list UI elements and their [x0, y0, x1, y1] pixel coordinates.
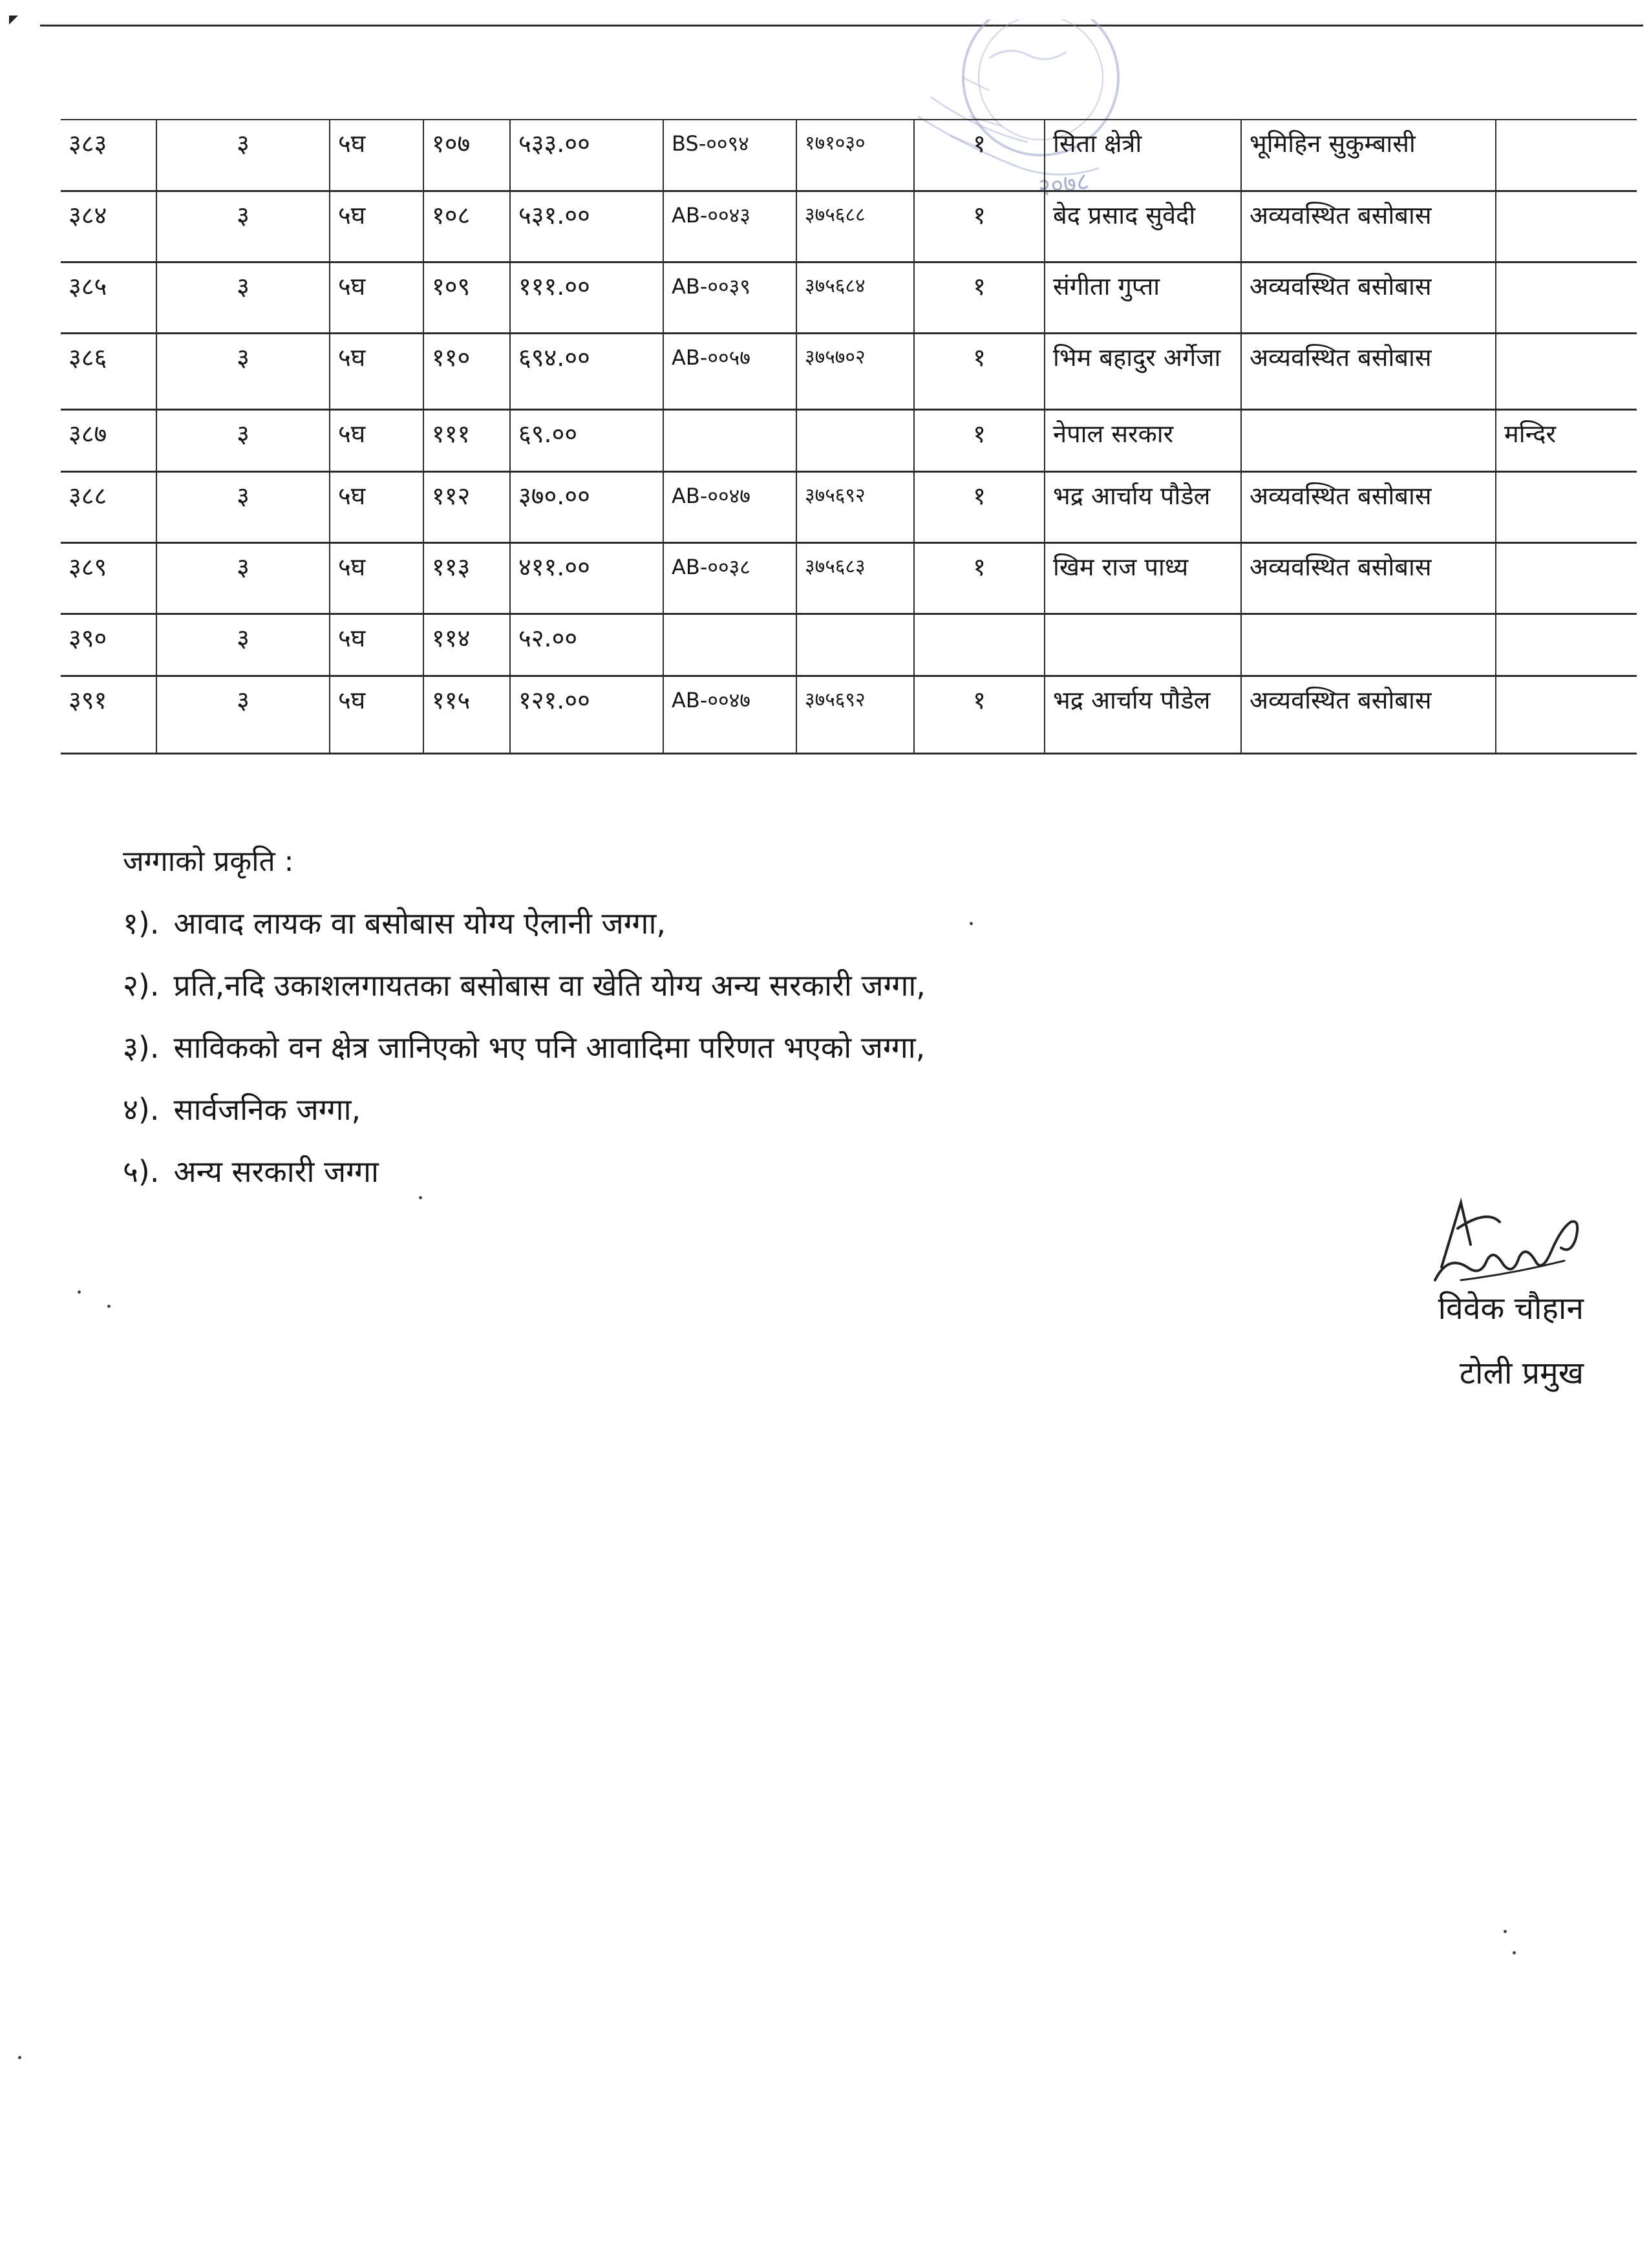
list-item — [123, 892, 926, 954]
cell-record-id: AB-००४७ — [663, 471, 796, 542]
cell-record-id: AB-००४३ — [663, 191, 796, 262]
land-records-table — [61, 119, 1637, 754]
scan-speck — [18, 2056, 21, 2059]
cell-remarks — [1496, 333, 1637, 409]
land-nature-list — [123, 892, 926, 1203]
cell-area: ५२.०० — [510, 614, 663, 676]
cell-serial-number: ३८४ — [61, 191, 156, 262]
land-nature-title: जग्गाको प्रकृति : — [123, 845, 294, 878]
cell-remarks — [1496, 471, 1637, 542]
cell-citizen-code: ३७५६८४ — [796, 262, 914, 333]
cell-map-sheet: ५घ — [330, 262, 423, 333]
cell-serial-number: ३८५ — [61, 262, 156, 333]
scan-speck — [1504, 1930, 1507, 1933]
cell-remarks: मन्दिर — [1496, 409, 1637, 471]
cell-map-sheet: ५घ — [330, 191, 423, 262]
item-number: ५). — [123, 1154, 160, 1189]
cell-category: अव्यवस्थित बसोबास — [1241, 471, 1496, 542]
cell-category: अव्यवस्थित बसोबास — [1241, 542, 1496, 614]
cell-record-id: AB-००३८ — [663, 542, 796, 614]
cell-remarks — [1496, 676, 1637, 753]
cell-serial-number: ३९१ — [61, 676, 156, 753]
cell-citizen-code: ३७५६८८ — [796, 191, 914, 262]
scan-speck — [78, 1290, 81, 1294]
cell-map-sheet: ५घ — [330, 542, 423, 614]
cell-category — [1241, 614, 1496, 676]
item-number: ३). — [123, 1030, 160, 1065]
cell-parcel-number: ११३ — [423, 542, 510, 614]
scan-speck — [1513, 1951, 1516, 1954]
cell-category: अव्यवस्थित बसोबास — [1241, 262, 1496, 333]
table-row — [61, 676, 1637, 753]
list-item — [123, 1016, 926, 1078]
cell-area: १२१.०० — [510, 676, 663, 753]
cell-occupant-name: नेपाल सरकार — [1045, 409, 1241, 471]
cell-serial-number: ३८९ — [61, 542, 156, 614]
cell-map-sheet: ५घ — [330, 333, 423, 409]
top-rule — [40, 25, 1643, 27]
cell-record-id: AB-००४७ — [663, 676, 796, 753]
cell-record-id — [663, 409, 796, 471]
cell-ward: ३ — [156, 542, 330, 614]
signer-name: विवेक चौहान — [1438, 1290, 1584, 1327]
cell-parcel-number: ११० — [423, 333, 510, 409]
cell-land-nature: १ — [914, 262, 1045, 333]
cell-ward: ३ — [156, 676, 330, 753]
item-text: आवाद लायक वा बसोबास योग्य ऐलानी जग्गा, — [173, 906, 666, 941]
cell-citizen-code — [796, 409, 914, 471]
cell-category: अव्यवस्थित बसोबास — [1241, 676, 1496, 753]
cell-serial-number: ३८६ — [61, 333, 156, 409]
list-item — [123, 1140, 926, 1203]
cell-land-nature: १ — [914, 191, 1045, 262]
cell-category: अव्यवस्थित बसोबास — [1241, 333, 1496, 409]
cell-parcel-number: ११४ — [423, 614, 510, 676]
signer-title: टोली प्रमुख — [1459, 1355, 1584, 1391]
item-number: ४). — [123, 1092, 160, 1127]
table-row — [61, 262, 1637, 333]
item-text: सार्वजनिक जग्गा, — [173, 1092, 361, 1127]
cell-map-sheet: ५घ — [330, 471, 423, 542]
cell-parcel-number: ११५ — [423, 676, 510, 753]
cell-citizen-code — [796, 614, 914, 676]
cell-parcel-number: ११२ — [423, 471, 510, 542]
cell-area: ४११.०० — [510, 542, 663, 614]
cell-occupant-name — [1045, 614, 1241, 676]
scan-speck — [970, 922, 973, 925]
cell-area: ५३३.०० — [510, 120, 663, 191]
item-text: प्रति,नदि उकाशलगायतका बसोबास वा खेति योग्य अन्य सरकारी जग्गा, — [173, 968, 926, 1003]
table-row — [61, 333, 1637, 409]
cell-serial-number: ३९० — [61, 614, 156, 676]
table-row — [61, 471, 1637, 542]
item-text: साविकको वन क्षेत्र जानिएको भए पनि आवादिमा परिणत भएको जग्गा, — [173, 1030, 926, 1065]
cell-area: ३७०.०० — [510, 471, 663, 542]
cell-occupant-name: खिम राज पाध्य — [1045, 542, 1241, 614]
corner-mark — [9, 16, 18, 25]
cell-land-nature: १ — [914, 333, 1045, 409]
cell-area: ६९४.०० — [510, 333, 663, 409]
handwritten-signature — [1422, 1183, 1590, 1300]
cell-serial-number: ३८८ — [61, 471, 156, 542]
list-item — [123, 954, 926, 1016]
table-row — [61, 542, 1637, 614]
cell-citizen-code: ३७५६९२ — [796, 471, 914, 542]
cell-land-nature: १ — [914, 409, 1045, 471]
cell-occupant-name: बेद प्रसाद सुवेदी — [1045, 191, 1241, 262]
cell-occupant-name: भद्र आर्चाय पौडेल — [1045, 471, 1241, 542]
cell-citizen-code: १७१०३० — [796, 120, 914, 191]
cell-parcel-number: १०७ — [423, 120, 510, 191]
cell-ward: ३ — [156, 120, 330, 191]
cell-occupant-name: संगीता गुप्ता — [1045, 262, 1241, 333]
cell-record-id: AB-००३९ — [663, 262, 796, 333]
item-number: १). — [123, 906, 160, 941]
cell-land-nature: १ — [914, 676, 1045, 753]
cell-ward: ३ — [156, 262, 330, 333]
stamp-year: २०७८ — [1036, 166, 1091, 202]
cell-ward: ३ — [156, 191, 330, 262]
list-item — [123, 1078, 926, 1140]
cell-serial-number: ३८७ — [61, 409, 156, 471]
item-number: २). — [123, 968, 160, 1003]
cell-remarks — [1496, 120, 1637, 191]
cell-area: ६९.०० — [510, 409, 663, 471]
cell-serial-number: ३८३ — [61, 120, 156, 191]
scan-speck — [107, 1305, 111, 1308]
cell-parcel-number: १११ — [423, 409, 510, 471]
cell-record-id: AB-००५७ — [663, 333, 796, 409]
cell-category — [1241, 409, 1496, 471]
cell-ward: ३ — [156, 614, 330, 676]
cell-ward: ३ — [156, 333, 330, 409]
cell-parcel-number: १०८ — [423, 191, 510, 262]
table-row — [61, 191, 1637, 262]
cell-category: अव्यवस्थित बसोबास — [1241, 191, 1496, 262]
table-row — [61, 120, 1637, 191]
cell-remarks — [1496, 262, 1637, 333]
item-text: अन्य सरकारी जग्गा — [173, 1154, 379, 1189]
cell-citizen-code: ३७५६९२ — [796, 676, 914, 753]
cell-area: ५३१.०० — [510, 191, 663, 262]
cell-land-nature: १ — [914, 542, 1045, 614]
cell-citizen-code: ३७५७०२ — [796, 333, 914, 409]
scan-speck — [419, 1196, 422, 1199]
cell-record-id: BS-००९४ — [663, 120, 796, 191]
cell-map-sheet: ५घ — [330, 614, 423, 676]
cell-remarks — [1496, 542, 1637, 614]
cell-remarks — [1496, 614, 1637, 676]
cell-record-id — [663, 614, 796, 676]
cell-area: १११.०० — [510, 262, 663, 333]
cell-land-nature — [914, 614, 1045, 676]
cell-land-nature: १ — [914, 471, 1045, 542]
cell-remarks — [1496, 191, 1637, 262]
cell-map-sheet: ५घ — [330, 409, 423, 471]
table-row — [61, 409, 1637, 471]
cell-parcel-number: १०९ — [423, 262, 510, 333]
table-body — [61, 120, 1637, 753]
cell-citizen-code: ३७५६८३ — [796, 542, 914, 614]
cell-map-sheet: ५घ — [330, 120, 423, 191]
cell-occupant-name: सिता क्षेत्री — [1045, 120, 1241, 191]
cell-land-nature: १ — [914, 120, 1045, 191]
cell-ward: ३ — [156, 471, 330, 542]
table-row — [61, 614, 1637, 676]
cell-category: भूमिहिन सुकुम्बासी — [1241, 120, 1496, 191]
cell-occupant-name: भद्र आर्चाय पौडेल — [1045, 676, 1241, 753]
cell-ward: ३ — [156, 409, 330, 471]
cell-occupant-name: भिम बहादुर अर्गेजा — [1045, 333, 1241, 409]
cell-map-sheet: ५घ — [330, 676, 423, 753]
